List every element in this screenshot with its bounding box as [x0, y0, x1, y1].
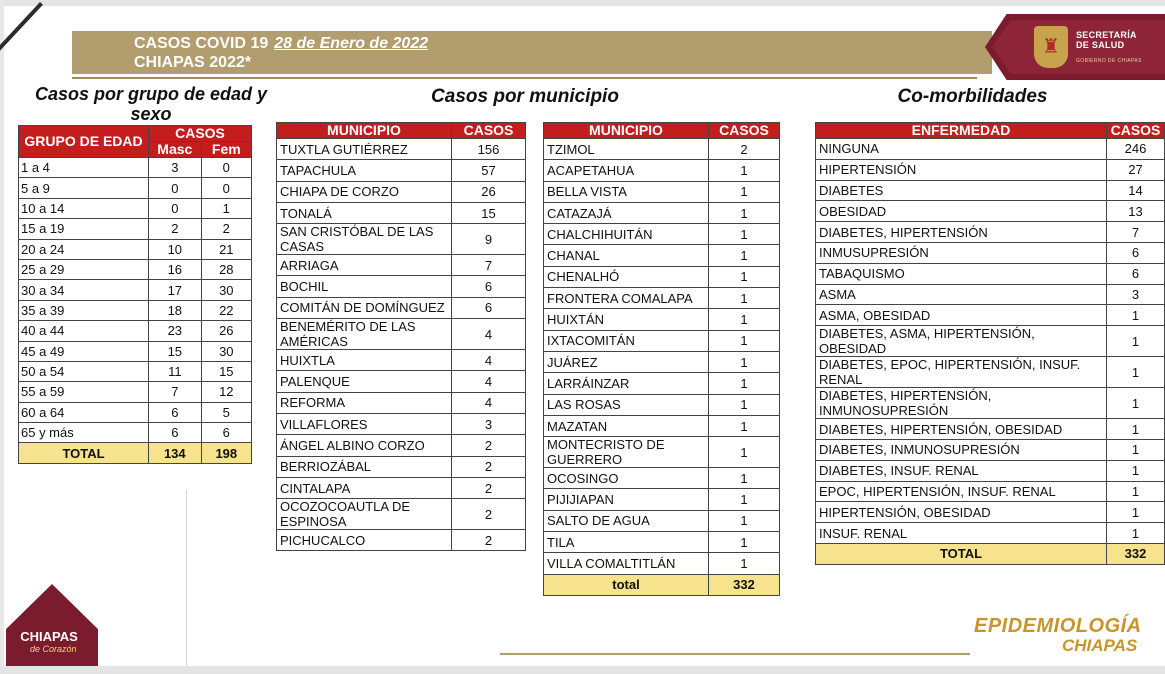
casos-cell: 1: [709, 415, 780, 436]
gobierno-logo-text: GOBIERNO DE CHIAPAS: [1076, 58, 1142, 64]
municipio-cell: BELLA VISTA: [544, 181, 709, 202]
table-row: [816, 419, 1165, 440]
municipio-cell: ACAPETAHUA: [544, 160, 709, 181]
table-row: [277, 477, 526, 498]
table-row: [816, 326, 1165, 357]
municipio-cell: VILLAFLORES: [277, 413, 452, 434]
table-row: [816, 242, 1165, 263]
municipio-cell: TONALÁ: [277, 202, 452, 223]
table-row: [816, 284, 1165, 305]
municipio-table-1: [276, 122, 526, 551]
table-row: [19, 280, 252, 300]
casos-cell: 6: [452, 297, 526, 318]
masc-cell: 0: [149, 198, 202, 218]
casos-cell: 4: [452, 392, 526, 413]
municipio-cell: ARRIAGA: [277, 255, 452, 276]
table-row: [544, 437, 780, 468]
municipio-cell: TAPACHULA: [277, 160, 452, 181]
fem-cell: 12: [201, 382, 251, 402]
municipio-cell: SALTO DE AGUA: [544, 510, 709, 531]
table-row: [544, 373, 780, 394]
left-border: [0, 0, 4, 674]
title-line2: CHIAPAS 2022*: [134, 54, 252, 71]
masc-cell: 11: [149, 361, 202, 381]
table-row: [277, 413, 526, 434]
enfermedad-cell: INSUF. RENAL: [816, 523, 1107, 544]
table-row: [277, 435, 526, 456]
casos-cell: 1: [709, 288, 780, 309]
table-row: [19, 300, 252, 320]
table-row: [19, 198, 252, 218]
table-row: [277, 530, 526, 551]
total-label: TOTAL: [816, 543, 1107, 564]
total-label: total: [544, 574, 709, 595]
epidemiologia-logo-line1: EPIDEMIOLOGÍA: [974, 615, 1142, 637]
casos-cell: 1: [709, 245, 780, 266]
fem-cell: 21: [201, 239, 251, 259]
casos-cell: 1: [1107, 305, 1165, 326]
page-title: [134, 34, 428, 72]
municipio-cell: CHALCHIHUITÁN: [544, 224, 709, 245]
masc-cell: 7: [149, 382, 202, 402]
table-row: [544, 351, 780, 372]
fem-cell: 30: [201, 341, 251, 361]
age-group-cell: 60 a 64: [19, 402, 149, 422]
total-fem: 198: [201, 443, 251, 463]
table-row: [19, 219, 252, 239]
municipio-cell: LAS ROSAS: [544, 394, 709, 415]
table-row: [277, 224, 526, 255]
municipio-cell: TZIMOL: [544, 139, 709, 160]
table-row: [19, 341, 252, 361]
casos-cell: 1: [709, 532, 780, 553]
municipio-cell: CHENALHÓ: [544, 266, 709, 287]
casos-cell: 1: [1107, 419, 1165, 440]
municipio-cell: BENEMÉRITO DE LAS AMÉRICAS: [277, 319, 452, 350]
table-row: [816, 305, 1165, 326]
table-row: [816, 523, 1165, 544]
casos-cell: 2: [452, 499, 526, 530]
enfermedad-cell: DIABETES, HIPERTENSIÓN, OBESIDAD: [816, 419, 1107, 440]
casos-cell: 2: [452, 456, 526, 477]
municipio-cell: BERRIOZÁBAL: [277, 456, 452, 477]
casos-cell: 1: [1107, 460, 1165, 481]
casos-cell: 2: [452, 530, 526, 551]
casos-cell: 14: [1107, 180, 1165, 201]
divider-line: [186, 490, 187, 666]
casos-cell: 9: [452, 224, 526, 255]
age-group-cell: 10 a 14: [19, 198, 149, 218]
casos-cell: 1: [709, 373, 780, 394]
municipio-cell: CHANAL: [544, 245, 709, 266]
casos-cell: 6: [1107, 242, 1165, 263]
masc-cell: 0: [149, 178, 202, 198]
table-row: [277, 139, 526, 160]
enfermedad-cell: ASMA: [816, 284, 1107, 305]
secretaria-logo-text: SECRETARÍA DE SALUD: [1076, 30, 1137, 50]
comorb-section-title: Co-morbilidades: [897, 86, 1048, 107]
casos-cell: 2: [452, 435, 526, 456]
fem-cell: 0: [201, 158, 251, 178]
table-row: [277, 456, 526, 477]
table-row: [544, 415, 780, 436]
table-row: [544, 532, 780, 553]
table-row: [816, 139, 1165, 160]
municipio-cell: JUÁREZ: [544, 351, 709, 372]
comorbidities-table: [815, 122, 1165, 565]
age-group-header: GRUPO DE EDAD: [19, 126, 149, 158]
table-row: [277, 255, 526, 276]
enfermedad-cell: HIPERTENSIÓN, OBESIDAD: [816, 502, 1107, 523]
casos-header: CASOS: [709, 123, 780, 139]
casos-cell: 13: [1107, 201, 1165, 222]
masc-cell: 6: [149, 402, 202, 422]
table-row: [816, 159, 1165, 180]
table-row: [544, 160, 780, 181]
table-row: [19, 259, 252, 279]
age-group-cell: 20 a 24: [19, 239, 149, 259]
casos-cell: 1: [1107, 481, 1165, 502]
enfermedad-cell: DIABETES, HIPERTENSIÓN, INMUNOSUPRESIÓN: [816, 388, 1107, 419]
enfermedad-cell: TABAQUISMO: [816, 263, 1107, 284]
enfermedad-cell: DIABETES, EPOC, HIPERTENSIÓN, INSUF. RENAL: [816, 357, 1107, 388]
table-row: [816, 388, 1165, 419]
casos-cell: 6: [452, 276, 526, 297]
enfermedad-cell: HIPERTENSIÓN: [816, 159, 1107, 180]
table-row: [277, 276, 526, 297]
age-group-cell: 45 a 49: [19, 341, 149, 361]
fem-cell: 2: [201, 219, 251, 239]
age-group-cell: 1 a 4: [19, 158, 149, 178]
table-row: [544, 245, 780, 266]
table-row: [544, 266, 780, 287]
enfermedad-cell: DIABETES, INMUNOSUPRESIÓN: [816, 439, 1107, 460]
municipio-cell: TILA: [544, 532, 709, 553]
total-masc: 134: [149, 443, 202, 463]
report-date: 28 de Enero de 2022: [274, 35, 429, 52]
casos-cell: 7: [1107, 222, 1165, 243]
masc-cell: 18: [149, 300, 202, 320]
casos-cell: 1: [1107, 357, 1165, 388]
municipio-cell: COMITÁN DE DOMÍNGUEZ: [277, 297, 452, 318]
age-group-cell: 50 a 54: [19, 361, 149, 381]
banner-underline: [72, 77, 977, 79]
masc-header: Masc: [149, 142, 202, 158]
casos-cell: 1: [1107, 523, 1165, 544]
fem-cell: 28: [201, 259, 251, 279]
chiapas-logo-text: CHIAPAS: [20, 629, 78, 644]
bottom-border: [0, 666, 1165, 674]
casos-cell: 1: [1107, 439, 1165, 460]
table-row: [19, 402, 252, 422]
municipio-cell: BOCHIL: [277, 276, 452, 297]
title-line1: CASOS COVID 19: [134, 35, 269, 52]
municipio-cell: TUXTLA GUTIÉRREZ: [277, 139, 452, 160]
casos-cell: 4: [452, 319, 526, 350]
age-group-cell: 25 a 29: [19, 259, 149, 279]
municipio-cell: CINTALAPA: [277, 477, 452, 498]
casos-cell: 7: [452, 255, 526, 276]
fem-cell: 30: [201, 280, 251, 300]
table-row: [544, 394, 780, 415]
casos-cell: 3: [1107, 284, 1165, 305]
fem-cell: 15: [201, 361, 251, 381]
fem-cell: 6: [201, 423, 251, 443]
casos-cell: 1: [709, 553, 780, 574]
table-row: [544, 468, 780, 489]
fem-cell: 1: [201, 198, 251, 218]
corazon-logo-text: de Corazón: [30, 644, 77, 654]
age-group-cell: 40 a 44: [19, 321, 149, 341]
casos-cell: 57: [452, 160, 526, 181]
municipio-cell: LARRÁINZAR: [544, 373, 709, 394]
municipio-cell: SAN CRISTÓBAL DE LAS CASAS: [277, 224, 452, 255]
banner-diagonal: [0, 2, 43, 74]
masc-cell: 23: [149, 321, 202, 341]
table-row: [816, 460, 1165, 481]
age-group-cell: 55 a 59: [19, 382, 149, 402]
table-row: [19, 382, 252, 402]
enfermedad-cell: DIABETES: [816, 180, 1107, 201]
table-row: [19, 239, 252, 259]
table-row: [544, 330, 780, 351]
crest-icon: ♜: [1034, 26, 1068, 68]
masc-cell: 15: [149, 341, 202, 361]
table-row: [816, 222, 1165, 243]
table-row: [19, 423, 252, 443]
epidemiologia-logo-line2: CHIAPAS: [1062, 636, 1138, 655]
municipio-cell: OCOZOCOAUTLA DE ESPINOSA: [277, 499, 452, 530]
total-row: [19, 443, 252, 463]
casos-cell: 1: [709, 510, 780, 531]
table-row: [544, 309, 780, 330]
municipio-cell: HUIXTLA: [277, 350, 452, 371]
table-row: [19, 361, 252, 381]
table-row: [544, 489, 780, 510]
casos-cell: 1: [709, 224, 780, 245]
municipio-cell: OCOSINGO: [544, 468, 709, 489]
table-row: [816, 439, 1165, 460]
casos-header: CASOS: [149, 126, 252, 142]
municipio-cell: REFORMA: [277, 392, 452, 413]
casos-cell: 1: [709, 437, 780, 468]
footer-rule: [500, 653, 970, 655]
enfermedad-cell: DIABETES, ASMA, HIPERTENSIÓN, OBESIDAD: [816, 326, 1107, 357]
municipio-cell: HUIXTÁN: [544, 309, 709, 330]
table-row: [19, 178, 252, 198]
casos-cell: 1: [709, 309, 780, 330]
table-row: [816, 357, 1165, 388]
casos-cell: 1: [709, 160, 780, 181]
table-row: [816, 502, 1165, 523]
table-row: [544, 288, 780, 309]
casos-cell: 1: [709, 266, 780, 287]
casos-cell: 1: [709, 351, 780, 372]
casos-cell: 15: [452, 202, 526, 223]
casos-header: CASOS: [1107, 123, 1165, 139]
enfermedad-cell: INMUSUPRESIÓN: [816, 242, 1107, 263]
table-row: [277, 181, 526, 202]
casos-cell: 1: [709, 181, 780, 202]
municipio-cell: PIJIJIAPAN: [544, 489, 709, 510]
total-label: TOTAL: [19, 443, 149, 463]
fem-header: Fem: [201, 142, 251, 158]
municipio-cell: IXTACOMITÁN: [544, 330, 709, 351]
municipio-cell: MONTECRISTO DE GUERRERO: [544, 437, 709, 468]
enfermedad-header: ENFERMEDAD: [816, 123, 1107, 139]
enfermedad-cell: EPOC, HIPERTENSIÓN, INSUF. RENAL: [816, 481, 1107, 502]
masc-cell: 16: [149, 259, 202, 279]
table-row: [544, 553, 780, 574]
municipio-cell: VILLA COMALTITLÁN: [544, 553, 709, 574]
age-sex-table: [18, 125, 252, 464]
municipio-cell: MAZATAN: [544, 415, 709, 436]
table-row: [277, 371, 526, 392]
casos-cell: 26: [452, 181, 526, 202]
fem-cell: 26: [201, 321, 251, 341]
table-row: [816, 481, 1165, 502]
top-border: [0, 0, 1165, 6]
municipio-table-2: [543, 122, 780, 596]
fem-cell: 22: [201, 300, 251, 320]
age-group-cell: 30 a 34: [19, 280, 149, 300]
casos-cell: 1: [1107, 326, 1165, 357]
table-row: [544, 510, 780, 531]
casos-cell: 4: [452, 350, 526, 371]
casos-cell: 2: [452, 477, 526, 498]
casos-cell: 1: [1107, 388, 1165, 419]
casos-cell: 1: [1107, 502, 1165, 523]
total-casos: 332: [709, 574, 780, 595]
table-row: [277, 499, 526, 530]
enfermedad-cell: DIABETES, INSUF. RENAL: [816, 460, 1107, 481]
casos-cell: 1: [709, 330, 780, 351]
table-row: [816, 263, 1165, 284]
masc-cell: 17: [149, 280, 202, 300]
masc-cell: 2: [149, 219, 202, 239]
table-row: [544, 139, 780, 160]
age-group-cell: 65 y más: [19, 423, 149, 443]
municipio-cell: PALENQUE: [277, 371, 452, 392]
table-row: [277, 202, 526, 223]
casos-cell: 2: [709, 139, 780, 160]
casos-cell: 1: [709, 468, 780, 489]
masc-cell: 6: [149, 423, 202, 443]
casos-cell: 4: [452, 371, 526, 392]
table-row: [277, 392, 526, 413]
table-row: [19, 321, 252, 341]
age-group-cell: 35 a 39: [19, 300, 149, 320]
table-row: [816, 180, 1165, 201]
municipio-cell: ÁNGEL ALBINO CORZO: [277, 435, 452, 456]
casos-cell: 1: [709, 394, 780, 415]
casos-cell: 3: [452, 413, 526, 434]
total-row: [816, 543, 1165, 564]
masc-cell: 3: [149, 158, 202, 178]
table-row: [277, 319, 526, 350]
enfermedad-cell: OBESIDAD: [816, 201, 1107, 222]
fem-cell: 5: [201, 402, 251, 422]
casos-cell: 1: [709, 489, 780, 510]
municipio-cell: CHIAPA DE CORZO: [277, 181, 452, 202]
table-row: [277, 160, 526, 181]
table-row: [19, 158, 252, 178]
table-row: [544, 224, 780, 245]
masc-cell: 10: [149, 239, 202, 259]
enfermedad-cell: DIABETES, HIPERTENSIÓN: [816, 222, 1107, 243]
table-row: [277, 350, 526, 371]
enfermedad-cell: NINGUNA: [816, 139, 1107, 160]
age-section-title: Casos por grupo de edad y sexo: [34, 84, 268, 124]
total-casos: 332: [1107, 543, 1165, 564]
casos-cell: 6: [1107, 263, 1165, 284]
casos-cell: 156: [452, 139, 526, 160]
municipio-cell: CATAZAJÁ: [544, 202, 709, 223]
table-row: [277, 297, 526, 318]
municipio-cell: PICHUCALCO: [277, 530, 452, 551]
casos-cell: 27: [1107, 159, 1165, 180]
age-group-cell: 15 a 19: [19, 219, 149, 239]
municipio-section-title: Casos por municipio: [431, 86, 619, 107]
casos-cell: 246: [1107, 139, 1165, 160]
enfermedad-cell: ASMA, OBESIDAD: [816, 305, 1107, 326]
table-row: [544, 202, 780, 223]
fem-cell: 0: [201, 178, 251, 198]
total-row: [544, 574, 780, 595]
table-row: [816, 201, 1165, 222]
age-group-cell: 5 a 9: [19, 178, 149, 198]
municipio-header: MUNICIPIO: [277, 123, 452, 139]
table-row: [544, 181, 780, 202]
municipio-header: MUNICIPIO: [544, 123, 709, 139]
casos-cell: 1: [709, 202, 780, 223]
casos-header: CASOS: [452, 123, 526, 139]
municipio-cell: FRONTERA COMALAPA: [544, 288, 709, 309]
